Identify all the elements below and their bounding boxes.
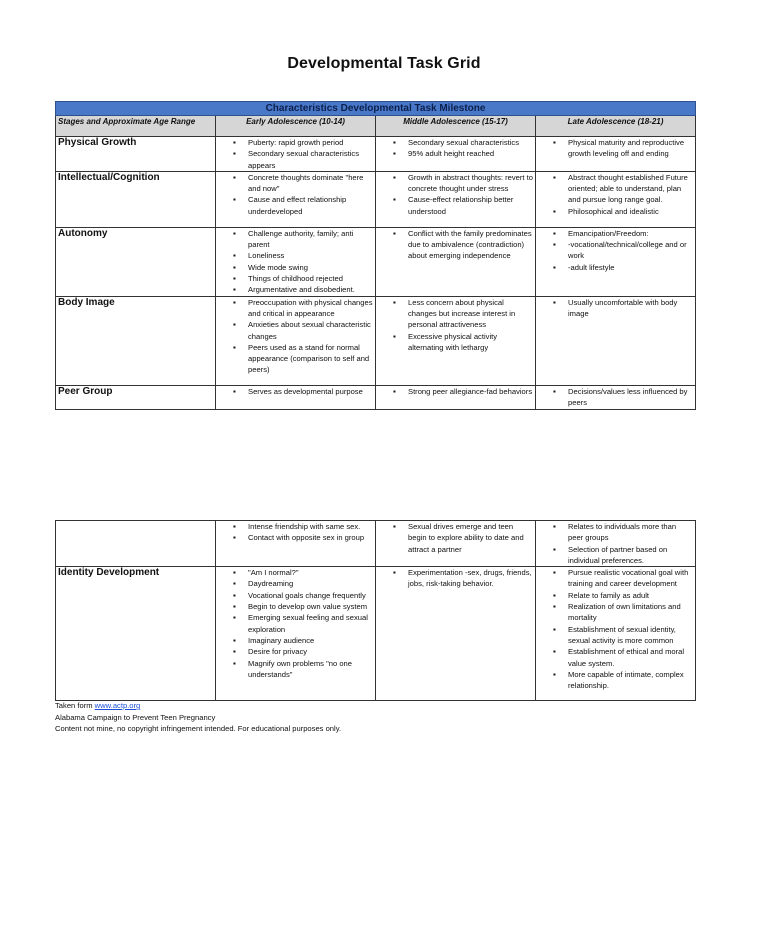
table-banner: Characteristics Developmental Task Milestone — [56, 102, 696, 116]
cell-early — [216, 137, 376, 172]
bullet-item: ▪ More capable of intimate, complex relationship. — [568, 669, 693, 692]
cell-middle — [376, 171, 536, 227]
bullet-item: ▪ 95% adult height reached — [408, 148, 533, 159]
developmental-task-table-continued — [55, 520, 696, 701]
bullet-item: ▪ Selection of partner based on individual preferences. — [568, 544, 693, 567]
table-row — [56, 296, 696, 385]
bullet-item: ▪ Realization of own limitations and mortality — [568, 601, 693, 624]
row-label: Identity Development — [56, 567, 216, 701]
cell-middle — [376, 385, 536, 409]
bullet-list — [218, 297, 373, 376]
bullet-item: ▪ Relates to individuals more than peer groups — [568, 521, 693, 544]
bullet-item: ▪ Concrete thoughts dominate "here and now" — [248, 172, 373, 195]
bullet-item: ▪ Peers used as a stand for normal appearance (comparison to self and peers) — [248, 342, 373, 376]
bullet-item: ▪ Establishment of ethical and moral value system. — [568, 646, 693, 669]
bullet-item: ▪ -vocational/technical/college and or work — [568, 239, 693, 262]
bullet-item: ▪ Usually uncomfortable with body image — [568, 297, 693, 320]
row-label: Autonomy — [56, 227, 216, 296]
table-row — [56, 137, 696, 172]
bullet-item: ▪ -adult lifestyle — [568, 262, 693, 273]
bullet-list — [538, 297, 693, 320]
disclaimer-text: Content not mine, no copyright infringement intended. For educational purposes only. — [55, 724, 342, 733]
bullet-item: ▪ Relate to family as adult — [568, 590, 693, 601]
cell-late — [536, 296, 696, 385]
cell-late — [536, 521, 696, 567]
bullet-list — [538, 567, 693, 691]
bullet-item: ▪ Less concern about physical changes but increase interest in personal attractiveness — [408, 297, 533, 331]
source-link[interactable]: www.actp.org — [94, 701, 141, 710]
bullet-list — [538, 137, 693, 160]
cell-middle — [376, 137, 536, 172]
table-row — [56, 521, 696, 567]
cell-middle — [376, 567, 536, 701]
source-prefix: Taken form — [55, 701, 95, 710]
cell-early — [216, 521, 376, 567]
bullet-item: ▪ Preoccupation with physical changes and critical in appearance — [248, 297, 373, 320]
cell-middle — [376, 227, 536, 296]
bullet-list — [218, 567, 373, 680]
bullet-list — [218, 386, 373, 397]
bullet-item: ▪ Desire for privacy — [248, 646, 373, 657]
bullet-item: ▪ Strong peer allegiance-fad behaviors — [408, 386, 533, 397]
bullet-list — [538, 386, 693, 409]
row-label: Peer Group — [56, 385, 216, 409]
source-line — [55, 700, 341, 712]
row-label: Intellectual/Cognition — [56, 171, 216, 227]
bullet-item: ▪ Excessive physical activity alternating with lethargy — [408, 331, 533, 354]
developmental-task-table — [55, 101, 696, 410]
bullet-item: ▪ Cause-effect relationship better understood — [408, 194, 533, 217]
bullet-item: ▪ Sexual drives emerge and teen begin to explore ability to date and attract a partner — [408, 521, 533, 555]
bullet-item: ▪ Magnify own problems "no one understands" — [248, 658, 373, 681]
bullet-item: ▪ Serves as developmental purpose — [248, 386, 373, 397]
cell-late — [536, 567, 696, 701]
bullet-list — [378, 521, 533, 555]
bullet-item: ▪ Physical maturity and reproductive growth leveling off and ending — [568, 137, 693, 160]
bullet-item: ▪ Argumentative and disobedient. — [248, 284, 373, 295]
bullet-item: ▪ "Am I normal?" — [248, 567, 373, 578]
cell-early — [216, 385, 376, 409]
row-label: Body Image — [56, 296, 216, 385]
footer — [55, 700, 341, 735]
cell-late — [536, 385, 696, 409]
bullet-item: ▪ Puberty: rapid growth period — [248, 137, 373, 148]
bullet-item: ▪ Experimentation -sex, drugs, friends, jobs, risk-taking behavior. — [408, 567, 533, 590]
header-stage-column: Stages and Approximate Age Range — [56, 116, 216, 137]
row-label: Physical Growth — [56, 137, 216, 172]
bullet-item: ▪ Things of childhood rejected — [248, 273, 373, 284]
bullet-list — [378, 567, 533, 590]
bullet-item: ▪ Loneliness — [248, 250, 373, 261]
bullet-item: ▪ Contact with opposite sex in group — [248, 532, 373, 543]
table-body-continued — [56, 521, 696, 701]
bullet-item: ▪ Secondary sexual characteristics appears — [248, 148, 373, 171]
bullet-item: ▪ Imaginary audience — [248, 635, 373, 646]
table-row — [56, 385, 696, 409]
bullet-item: ▪ Decisions/values less influenced by peers — [568, 386, 693, 409]
row-label — [56, 521, 216, 567]
cell-early — [216, 227, 376, 296]
bullet-item: ▪ Emancipation/Freedom: — [568, 228, 693, 239]
bullet-item: ▪ Growth in abstract thoughts: revert to concrete thought under stress — [408, 172, 533, 195]
bullet-item: ▪ Daydreaming — [248, 578, 373, 589]
bullet-list — [378, 386, 533, 397]
bullet-item: ▪ Philosophical and idealistic — [568, 206, 693, 217]
cell-early — [216, 171, 376, 227]
bullet-item: ▪ Emerging sexual feeling and sexual exploration — [248, 612, 373, 635]
header-middle-adolescence: Middle Adolescence (15-17) — [376, 116, 536, 137]
bullet-list — [378, 228, 533, 262]
cell-late — [536, 137, 696, 172]
bullet-list — [218, 228, 373, 296]
bullet-list — [218, 172, 373, 217]
bullet-item: ▪ Intense friendship with same sex. — [248, 521, 373, 532]
bullet-item: ▪ Conflict with the family predominates due to ambivalence (contradiction) about emerging independence — [408, 228, 533, 262]
bullet-item: ▪ Challenge authority, family; anti parent — [248, 228, 373, 251]
table-body — [56, 137, 696, 410]
bullet-item: ▪ Begin to develop own value system — [248, 601, 373, 612]
table-row — [56, 171, 696, 227]
cell-late — [536, 171, 696, 227]
bullet-list — [378, 297, 533, 353]
bullet-item: ▪ Abstract thought established Future oriented; able to understand, plan and pursue long range goal. — [568, 172, 693, 206]
cell-middle — [376, 296, 536, 385]
bullet-list — [538, 228, 693, 273]
organization-name: Alabama Campaign to Prevent Teen Pregnancy — [55, 712, 216, 722]
bullet-list — [538, 172, 693, 217]
table-row — [56, 567, 696, 701]
bullet-item: ▪ Cause and effect relationship underdeveloped — [248, 194, 373, 217]
cell-middle — [376, 521, 536, 567]
bullet-list — [378, 172, 533, 217]
bullet-list — [538, 521, 693, 566]
bullet-item: ▪ Secondary sexual characteristics — [408, 137, 533, 148]
bullet-item: ▪ Pursue realistic vocational goal with training and career development — [568, 567, 693, 590]
bullet-list — [218, 521, 373, 544]
header-late-adolescence: Late Adolescence (18-21) — [536, 116, 696, 137]
cell-early — [216, 296, 376, 385]
bullet-list — [378, 137, 533, 160]
table-row — [56, 227, 696, 296]
page-title: Developmental Task Grid — [287, 55, 481, 72]
cell-early — [216, 567, 376, 701]
bullet-item: ▪ Wide mode swing — [248, 262, 373, 273]
header-early-adolescence: Early Adolescence (10-14) — [216, 116, 376, 137]
bullet-item: ▪ Establishment of sexual identity, sexual activity is more common — [568, 624, 693, 647]
cell-late — [536, 227, 696, 296]
bullet-item: ▪ Vocational goals change frequently — [248, 590, 373, 601]
bullet-item: ▪ Anxieties about sexual characteristic changes — [248, 319, 373, 342]
bullet-list — [218, 137, 373, 171]
